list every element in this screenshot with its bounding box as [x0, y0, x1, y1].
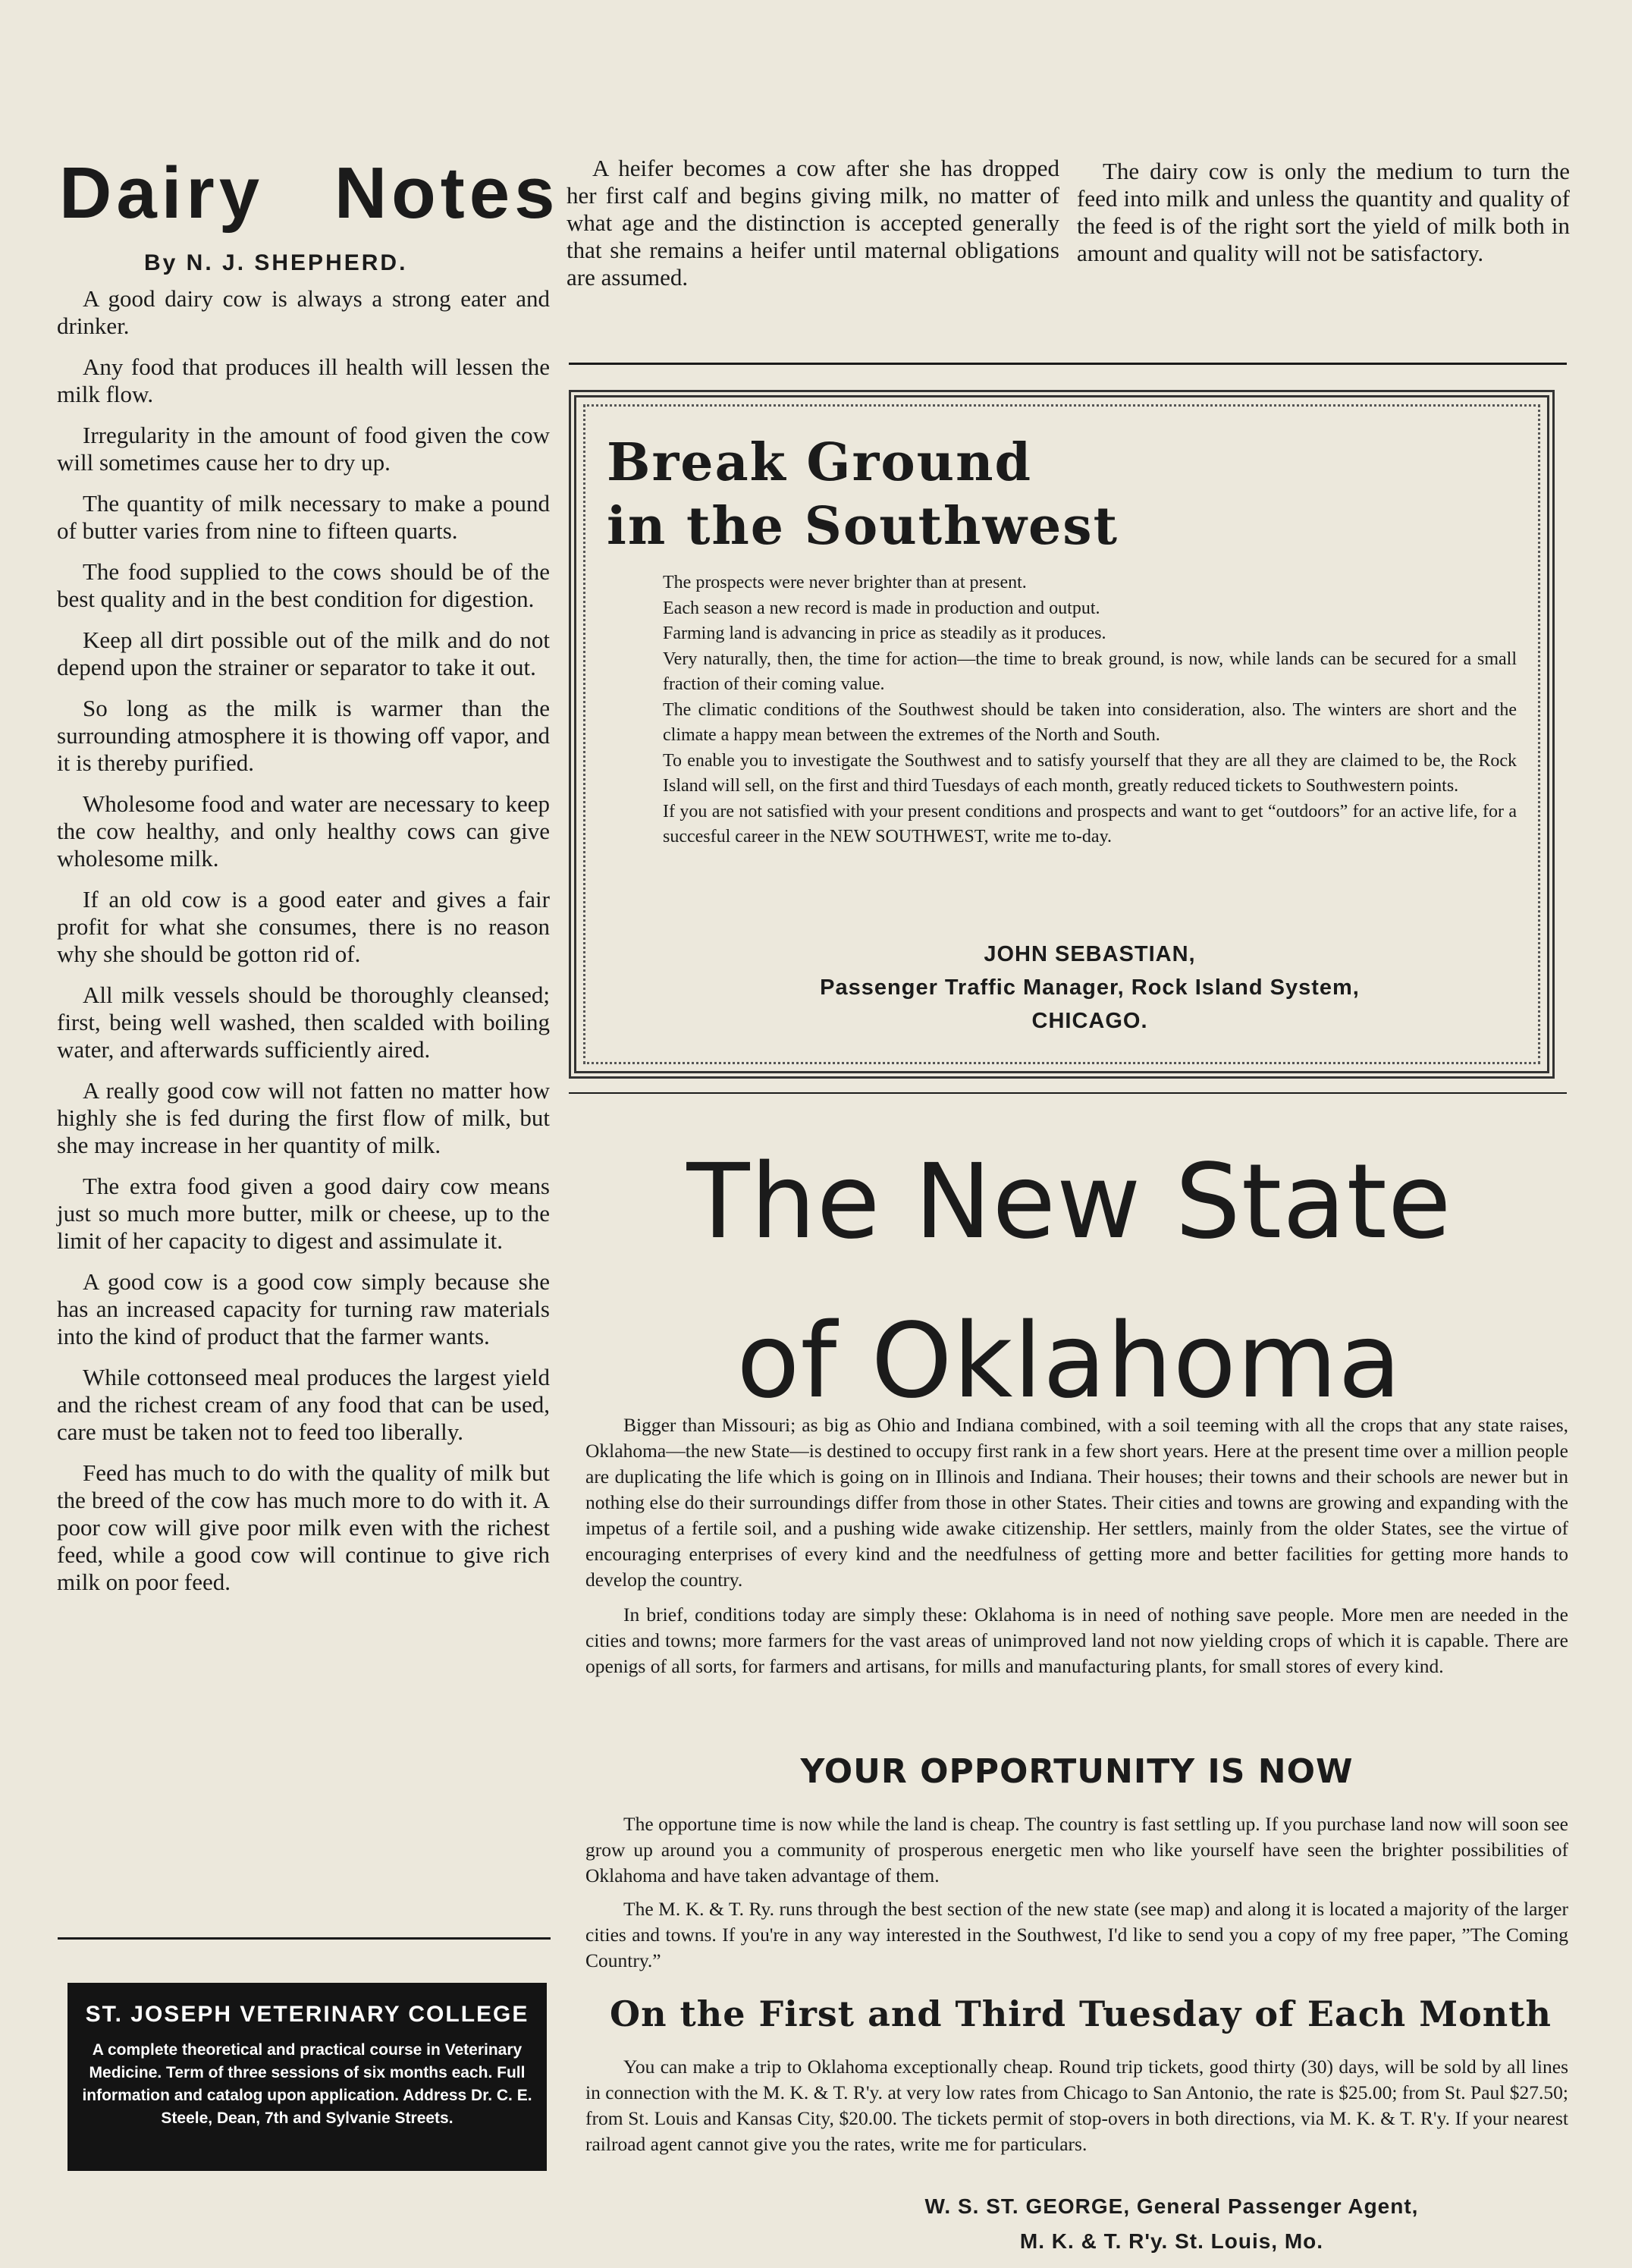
- dairy-paragraph: Feed has much to do with the quality of milk but the breed of the cow has much more to do with it. A poor cow will give poor milk even with the richest feed, while a good cow will continue to give rich milk on poor feed.: [57, 1459, 550, 1595]
- section-divider: [569, 1092, 1567, 1094]
- dairy-paragraph: While cottonseed meal produces the largest yield and the richest cream of any food that can be used, care must be taken not to feed too liberally.: [57, 1364, 550, 1445]
- rock-island-sig-name: JOHN SEBASTIAN,: [984, 942, 1196, 966]
- rock-island-line: Farming land is advancing in price as steadily as it produces.: [663, 624, 1106, 643]
- section-divider: [569, 363, 1567, 365]
- veterinary-college-text: A complete theoretical and practical course in Veterinary Medicine. Term of three sessions of six months each. Full information and catalog upon application. Address Dr. C. E. Steele, Dean, 7th and Sylvanie Streets.: [82, 2041, 532, 2127]
- oklahoma-title-line: of Oklahoma: [736, 1302, 1402, 1421]
- rock-island-title-line: Break Ground: [607, 432, 1033, 493]
- rock-island-signature: [663, 938, 1517, 1038]
- dairy-paragraph: A really good cow will not fatten no matter how highly she is fed during the first flow of milk, but she may increase in her quantity of milk.: [57, 1077, 550, 1158]
- dairy-paragraph: All milk vessels should be thoroughly cleansed; first, being well washed, then scalded with boiling water, and afterwards sufficiently aired.: [57, 982, 550, 1063]
- rock-island-sig-city: CHICAGO.: [1031, 1009, 1148, 1033]
- dairy-paragraph: Wholesome food and water are necessary to keep the cow healthy, and only healthy cows can give wholesome milk.: [57, 790, 550, 872]
- oklahoma-ad-title: [592, 1123, 1547, 1441]
- dairy-notes-body: [57, 285, 550, 1596]
- oklahoma-paragraph: The M. K. & T. Ry. runs through the best section of the new state (see map) and along it is located a majority of the larger cities and towns. If you're in any way interested in the Southwest, I'd like to send you a copy of my free paper, ”The Coming Country.”: [585, 1898, 1568, 1971]
- dairy-paragraph: So long as the milk is warmer than the surrounding atmosphere it is thowing off vapor, and it is thereby purified.: [57, 695, 550, 776]
- oklahoma-sig-line: M. K. & T. R'y. St. Louis, Mo.: [1019, 2229, 1324, 2253]
- dairy-paragraph: Keep all dirt possible out of the milk and do not depend upon the strainer or separator to take it out.: [57, 627, 550, 680]
- dairy-notes-title: Dairy Notes: [59, 152, 560, 234]
- medium-paragraph: The dairy cow is only the medium to turn the feed into milk and unless the quantity and quality of the feed is of the right sort the yield of milk both in amount and quality will not be satisfactory.: [1077, 158, 1570, 266]
- heifer-paragraph: A heifer becomes a cow after she has dropped her first calf and begins giving milk, no matter of what age and the distinction is accepted generally that she remains a heifer until maternal obligations are assumed.: [566, 155, 1059, 291]
- rock-island-sig-title: Passenger Traffic Manager, Rock Island System,: [820, 975, 1360, 1000]
- rock-island-ad-body: [663, 570, 1517, 850]
- rock-island-ad-title: [607, 431, 1119, 558]
- rock-island-title-line: in the Southwest: [607, 496, 1119, 557]
- veterinary-college-ad: [67, 1983, 547, 2171]
- oklahoma-paragraph: Bigger than Missouri; as big as Ohio and Indiana combined, with a soil teeming with all the crops that any state raises, Oklahoma—the new State—is destined to occupy first rank in a few short years. Here at the present time over a million people are duplicating the life which is going on in Illinois and Indiana. Their houses; their towns and their schools are newer but in nothing else do their surroundings differ from those in other States. Their cities and towns are growing and expanding with the impetus of a fertile soil, and a pushing wide awake citizenship. Her settlers, mainly from the older States, see the virtue of encouraging enterprises of every kind and the needfulness of getting more and better facilities for getting more hands to develop the country.: [585, 1414, 1568, 1591]
- oklahoma-sig-line: W. S. ST. GEORGE, General Passenger Agent,: [924, 2194, 1419, 2218]
- dairy-paragraph: If an old cow is a good eater and gives a fair profit for what she consumes, there is no reason why she should be gotton rid of.: [57, 886, 550, 967]
- heifer-paragraph-column: [566, 155, 1059, 291]
- oklahoma-paragraph: In brief, conditions today are simply these: Oklahoma is in need of nothing save people. More men are needed in the cities and towns; more farmers for the vast areas of unimproved land not now yielding crops of which it is capable. There are openigs of all sorts, for farmers and artisans, for mills and manufacturing plants, for small stores of every kind.: [585, 1604, 1568, 1677]
- oklahoma-paragraph: The opportune time is now while the land is cheap. The country is fast settling up. If you purchase land now will soon see grow up around you a community of prosperous energetic men who like yourself have seen the brighter possibilities of Oklahoma and have taken advantage of them.: [585, 1813, 1568, 1886]
- oklahoma-ad-body: [585, 1811, 1568, 1974]
- rock-island-line: Each season a new record is made in production and output.: [663, 598, 1100, 618]
- dairy-paragraph: Irregularity in the amount of food given the cow will sometimes cause her to dry up.: [57, 422, 550, 476]
- medium-paragraph-column: [1077, 158, 1570, 267]
- dairy-paragraph: A good dairy cow is always a strong eater and drinker.: [57, 285, 550, 339]
- oklahoma-paragraph: You can make a trip to Oklahoma exceptionally cheap. Round trip tickets, good thirty (30) days, will be sold by all lines in connection with the M. K. & T. R'y. at very low rates from Chicago to San Antonio, the rate is $25.00; from St. Paul $27.50; from St. Louis and Kansas City, $20.00. The tickets permit of stop-overs in both directions, via M. K. & T. R'y. If your nearest railroad agent cannot give you the rates, write me for particulars.: [585, 2056, 1568, 2155]
- dairy-paragraph: The quantity of milk necessary to make a pound of butter varies from nine to fifteen quarts.: [57, 490, 550, 544]
- dairy-paragraph: The extra food given a good dairy cow means just so much more butter, milk or cheese, up to the limit of her capacity to digest and assimulate it.: [57, 1173, 550, 1254]
- veterinary-college-title: ST. JOSEPH VETERINARY COLLEGE: [85, 2002, 529, 2027]
- column-divider: [58, 1937, 551, 1940]
- rock-island-line: The climatic conditions of the Southwest should be taken into consideration, also. The winters are short and the climate a happy mean between the extremes of the North and South.: [663, 699, 1517, 745]
- rock-island-line: Very naturally, then, the time for action—the time to break ground, is now, while lands can be secured for a small fraction of their coming value.: [663, 649, 1517, 694]
- dairy-notes-byline: By N. J. SHEPHERD.: [144, 250, 408, 275]
- rock-island-line: The prospects were never brighter than at present.: [663, 573, 1027, 592]
- opportunity-heading: YOUR OPPORTUNITY IS NOW: [800, 1752, 1354, 1791]
- oklahoma-signature: [774, 2189, 1570, 2259]
- rock-island-line: If you are not satisfied with your present conditions and prospects and want to get “outdoors” for an active life, for a succesful career in the NEW SOUTHWEST, write me to-day.: [663, 801, 1517, 847]
- oklahoma-ad-body: [585, 2054, 1568, 2157]
- oklahoma-title-line: The New State: [686, 1142, 1452, 1262]
- dairy-paragraph: A good cow is a good cow simply because she has an increased capacity for turning raw materials into the kind of product that the farmer wants.: [57, 1268, 550, 1349]
- dairy-paragraph: The food supplied to the cows should be of the best quality and in the best condition for digestion.: [57, 558, 550, 612]
- tuesday-heading: On the First and Third Tuesday of Each Month: [610, 1993, 1552, 2034]
- rock-island-line: To enable you to investigate the Southwest and to satisfy yourself that they are all they are claimed to be, the Rock Island will sell, on the first and third Tuesdays of each month, greatly reduced tickets to Southwestern points.: [663, 750, 1517, 796]
- oklahoma-ad-body: [585, 1412, 1568, 1679]
- dairy-paragraph: Any food that produces ill health will lessen the milk flow.: [57, 353, 550, 407]
